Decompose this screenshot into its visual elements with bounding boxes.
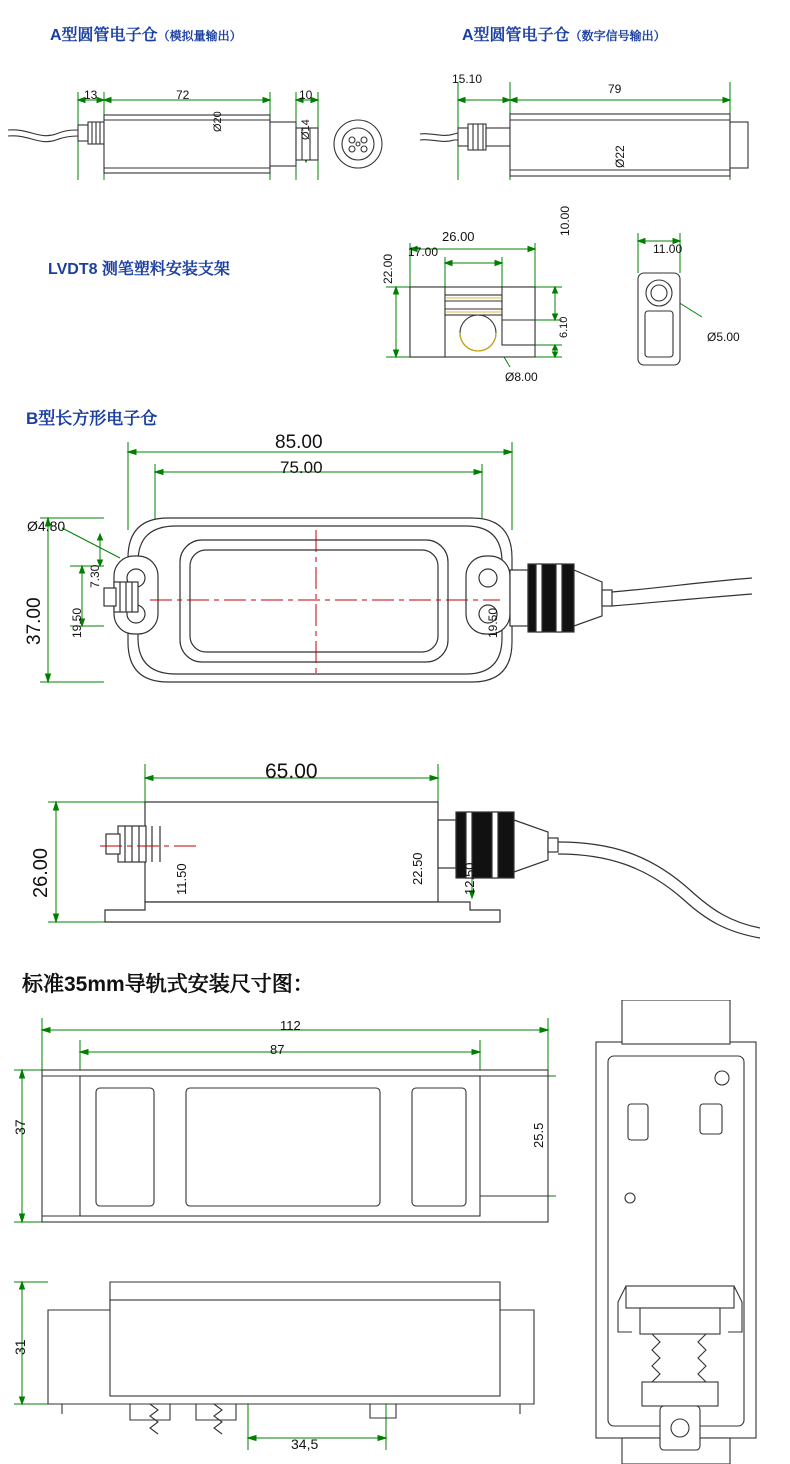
dim-a-digital-15-10: 15.10 <box>452 72 483 86</box>
drawing-lvdt8-bracket <box>350 215 790 390</box>
dim-b-box-37-00: 37.00 <box>24 597 45 645</box>
section-title-a-analog-sub: （模拟量输出） <box>157 29 242 43</box>
dim-a-analog-10: 10 <box>299 88 313 102</box>
drawing-rail-mount <box>0 1000 790 1464</box>
dim-b-box-19-50-right: 19.50 <box>486 607 500 638</box>
section-title-rail: 标准35mm导轨式安装尺寸图： <box>22 973 314 996</box>
dim-a-analog-13: 13 <box>84 88 98 102</box>
dim-rail-87: 87 <box>270 1042 285 1057</box>
section-title-a-analog <box>50 22 242 45</box>
dim-lvdt8-6-10: 6.10 <box>558 316 570 338</box>
dim-rail-37: 37 <box>12 1119 28 1135</box>
section-title-a-analog-main: A型圆管电子仓 <box>50 27 158 44</box>
section-title-lvdt8: LVDT8 测笔塑料安装支架 <box>48 261 230 278</box>
dim-lvdt8-26-00: 26.00 <box>442 229 475 244</box>
section-title-b-box: B型长方形电子仓 <box>26 409 158 428</box>
drawing-b-box-side-view <box>0 750 790 950</box>
dim-a-digital-diameter-22: Ø22 <box>613 145 627 168</box>
section-title-a-digital-sub: （数字信号输出） <box>569 29 666 43</box>
dim-b-box-7-30: 7.30 <box>88 564 102 588</box>
dim-lvdt8-diameter-5-00: Ø5.00 <box>707 330 740 344</box>
dim-b-box-65-00: 65.00 <box>265 760 318 783</box>
dim-b-box-85-00: 85.00 <box>275 432 323 453</box>
section-title-a-digital-main: A型圆管电子仓 <box>462 27 570 44</box>
drawing-a-analog <box>0 70 400 205</box>
dim-lvdt8-22-00: 22.00 <box>381 253 395 284</box>
dim-b-box-19-50-left: 19.50 <box>70 607 84 638</box>
drawing-a-digital <box>420 70 790 205</box>
dim-rail-112: 112 <box>280 1018 301 1033</box>
dim-rail-25-5: 25.5 <box>531 1122 546 1148</box>
dim-b-box-12-50: 12.50 <box>462 862 477 895</box>
dim-lvdt8-10-00: 10.00 <box>558 205 572 236</box>
dim-b-box-11-50: 11.50 <box>174 863 189 895</box>
dim-b-box-22-50: 22.50 <box>410 852 425 885</box>
dim-lvdt8-diameter-8-00: Ø8.00 <box>505 370 538 384</box>
dim-rail-34-5: 34,5 <box>291 1436 319 1452</box>
dim-b-box-26-00: 26.00 <box>30 847 52 898</box>
dim-a-analog-72: 72 <box>176 88 190 102</box>
dim-rail-31: 31 <box>12 1339 28 1355</box>
dim-b-box-75-00: 75.00 <box>280 458 323 477</box>
dim-a-digital-79: 79 <box>608 82 622 96</box>
drawing-b-box-top-view <box>0 430 790 720</box>
section-title-a-digital <box>462 22 666 45</box>
dim-a-analog-diameter-14: Ø14 <box>300 119 312 140</box>
dim-lvdt8-17-00: 17.00 <box>408 245 439 259</box>
dim-a-analog-diameter-20: Ø20 <box>212 111 224 132</box>
dim-lvdt8-11-00: 11.00 <box>653 242 683 256</box>
dim-b-box-diameter-4-80: Ø4.80 <box>27 518 66 534</box>
